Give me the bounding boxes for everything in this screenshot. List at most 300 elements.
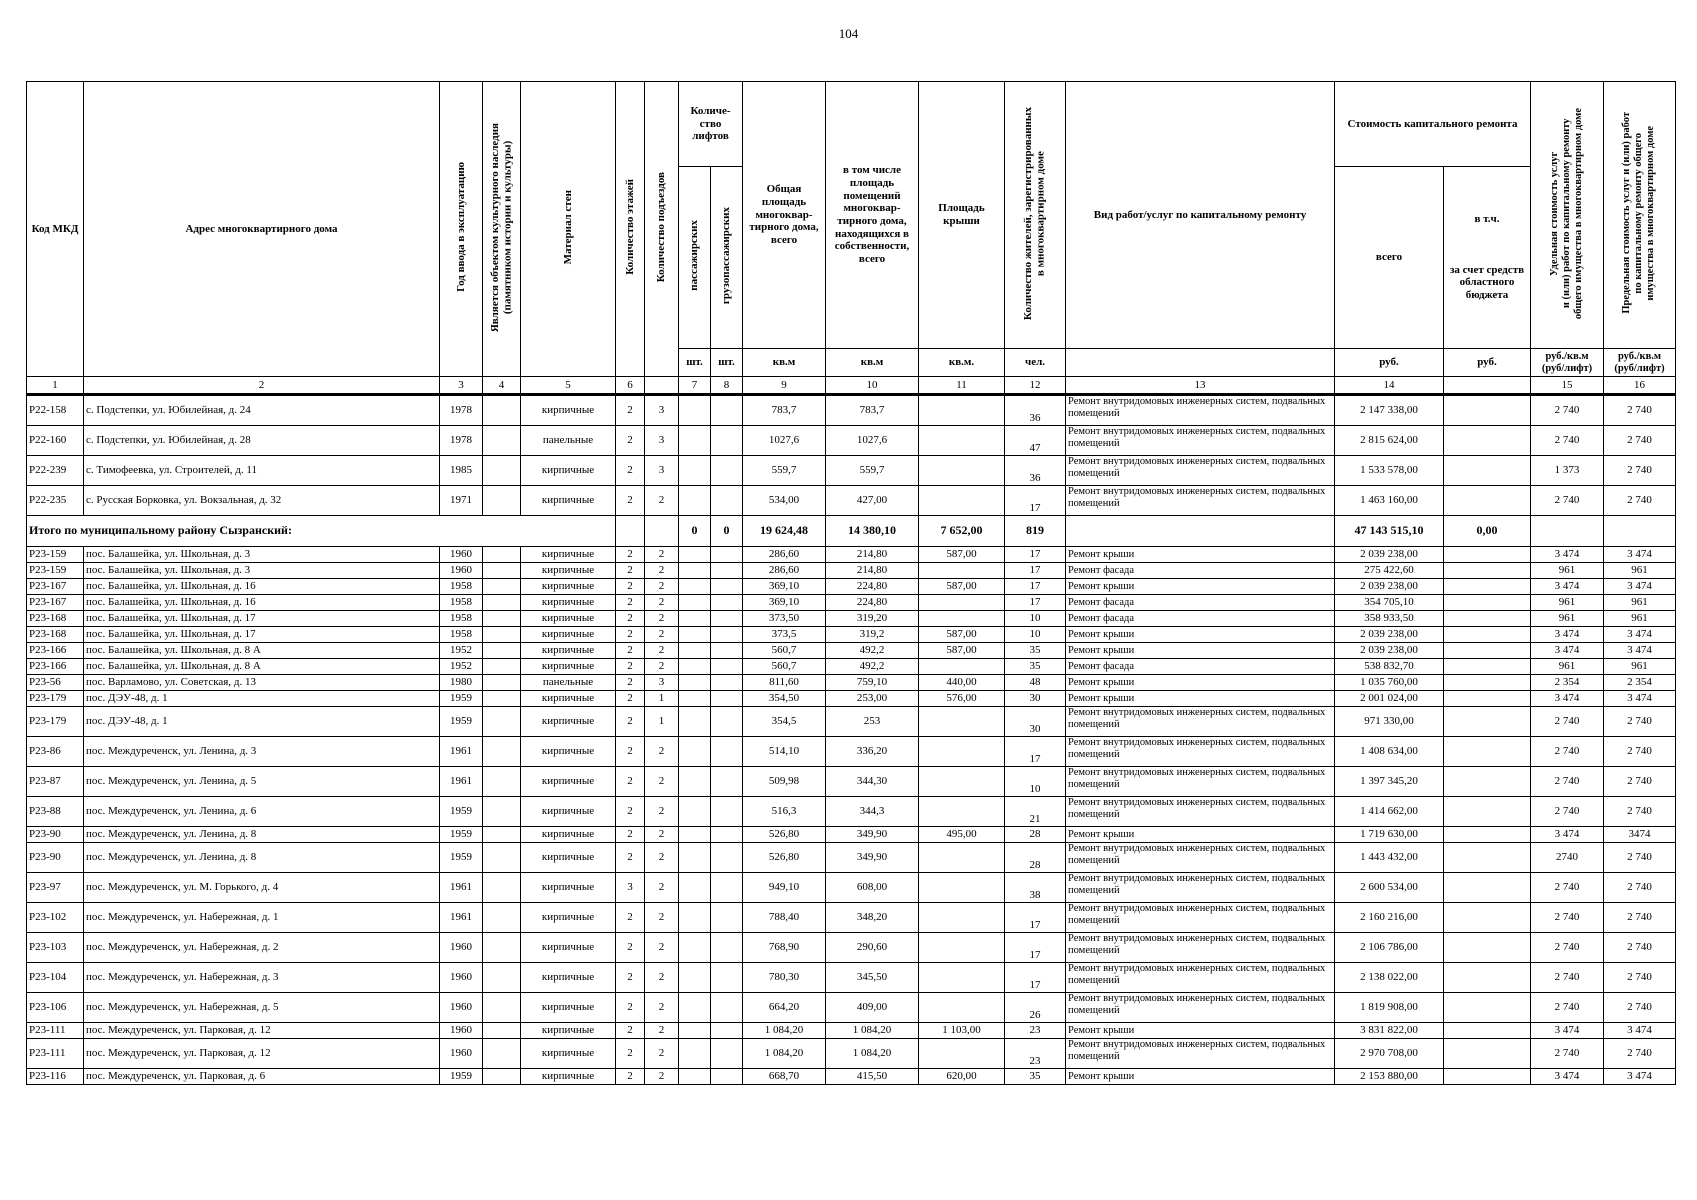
area-total-cell: 780,30 <box>743 963 826 993</box>
code-cell: Р23-104 <box>27 963 84 993</box>
lifts-passenger-cell <box>679 767 711 797</box>
entrances-cell: 2 <box>645 659 679 675</box>
address-cell: с. Подстепки, ул. Юбилейная, д. 24 <box>84 395 440 426</box>
roof-area-cell: 587,00 <box>919 547 1005 563</box>
limit-cost-cell: 2 740 <box>1604 903 1676 933</box>
unit-sqm: кв.м. <box>919 349 1005 377</box>
roof-area-cell <box>919 767 1005 797</box>
area-owned-cell: 224,80 <box>826 579 919 595</box>
total-cargo: 0 <box>711 516 743 547</box>
table-body <box>27 377 1676 1085</box>
year-cell: 1959 <box>440 707 483 737</box>
year-cell: 1959 <box>440 1069 483 1085</box>
year-cell: 1961 <box>440 767 483 797</box>
address-cell: пос. ДЭУ-48, д. 1 <box>84 707 440 737</box>
residents-cell: 30 <box>1005 707 1066 737</box>
floors-cell: 2 <box>616 767 645 797</box>
cost-total-cell: 2 600 534,00 <box>1335 873 1444 903</box>
table-row <box>27 737 1676 767</box>
work-type-cell: Ремонт внутридомовых инженерных систем, подвальных помещений <box>1066 873 1335 903</box>
cost-regional-cell <box>1444 659 1531 675</box>
unit-cost-cell: 2 740 <box>1531 933 1604 963</box>
area-total-cell: 949,10 <box>743 873 826 903</box>
lifts-passenger-cell <box>679 611 711 627</box>
material-cell: кирпичные <box>521 993 616 1023</box>
lifts-passenger-cell <box>679 797 711 827</box>
table-row <box>27 547 1676 563</box>
entrances-cell: 2 <box>645 843 679 873</box>
header-area-total: Общая площадь многоквар-тирного дома, всего <box>743 82 826 349</box>
material-cell: кирпичные <box>521 1023 616 1039</box>
floors-cell: 2 <box>616 426 645 456</box>
code-cell: Р23-97 <box>27 873 84 903</box>
table-row <box>27 675 1676 691</box>
lifts-cargo-cell <box>711 1023 743 1039</box>
cost-total-cell: 358 933,50 <box>1335 611 1444 627</box>
heritage-cell <box>483 691 521 707</box>
code-cell: Р23-111 <box>27 1023 84 1039</box>
area-total-cell: 354,50 <box>743 691 826 707</box>
floors-cell: 2 <box>616 611 645 627</box>
total-empty <box>1604 516 1676 547</box>
area-total-cell: 768,90 <box>743 933 826 963</box>
unit-pcs: шт. <box>711 349 743 377</box>
area-total-cell: 560,7 <box>743 643 826 659</box>
material-cell: кирпичные <box>521 563 616 579</box>
roof-area-cell <box>919 903 1005 933</box>
column-number: 1 <box>27 377 84 395</box>
table-row <box>27 563 1676 579</box>
area-total-cell: 286,60 <box>743 547 826 563</box>
address-cell: с. Подстепки, ул. Юбилейная, д. 28 <box>84 426 440 456</box>
cost-total-cell: 2 039 238,00 <box>1335 547 1444 563</box>
work-type-cell: Ремонт внутридомовых инженерных систем, подвальных помещений <box>1066 767 1335 797</box>
address-cell: пос. Балашейка, ул. Школьная, д. 8 А <box>84 659 440 675</box>
area-owned-cell: 253 <box>826 707 919 737</box>
area-total-cell: 526,80 <box>743 827 826 843</box>
column-number: 16 <box>1604 377 1676 395</box>
residents-cell: 35 <box>1005 1069 1066 1085</box>
lifts-cargo-cell <box>711 827 743 843</box>
cost-total-cell: 1 463 160,00 <box>1335 486 1444 516</box>
heritage-cell <box>483 611 521 627</box>
floors-cell: 3 <box>616 873 645 903</box>
cost-regional-cell <box>1444 395 1531 426</box>
residents-cell: 17 <box>1005 563 1066 579</box>
address-cell: пос. Варламово, ул. Советская, д. 13 <box>84 675 440 691</box>
heritage-cell <box>483 827 521 843</box>
lifts-cargo-cell <box>711 456 743 486</box>
year-cell: 1960 <box>440 563 483 579</box>
residents-cell: 17 <box>1005 486 1066 516</box>
area-total-cell: 788,40 <box>743 903 826 933</box>
roof-area-cell <box>919 456 1005 486</box>
address-cell: пос. Междуреченск, ул. Ленина, д. 8 <box>84 827 440 843</box>
floors-cell: 2 <box>616 563 645 579</box>
header-lifts-passenger: пассажирских <box>679 167 711 349</box>
cost-total-cell: 1 035 760,00 <box>1335 675 1444 691</box>
limit-cost-cell: 2 740 <box>1604 843 1676 873</box>
year-cell: 1960 <box>440 993 483 1023</box>
work-type-cell: Ремонт внутридомовых инженерных систем, подвальных помещений <box>1066 843 1335 873</box>
cost-total-cell: 1 533 578,00 <box>1335 456 1444 486</box>
material-cell: кирпичные <box>521 643 616 659</box>
column-number: 13 <box>1066 377 1335 395</box>
area-total-cell: 668,70 <box>743 1069 826 1085</box>
area-total-cell: 509,98 <box>743 767 826 797</box>
heritage-cell <box>483 737 521 767</box>
lifts-passenger-cell <box>679 1069 711 1085</box>
floors-cell: 2 <box>616 579 645 595</box>
heritage-cell <box>483 395 521 426</box>
code-cell: Р22-158 <box>27 395 84 426</box>
cost-regional-cell <box>1444 426 1531 456</box>
limit-cost-cell: 3474 <box>1604 827 1676 843</box>
material-cell: кирпичные <box>521 456 616 486</box>
column-number: 7 <box>679 377 711 395</box>
roof-area-cell <box>919 659 1005 675</box>
limit-cost-cell: 3 474 <box>1604 643 1676 659</box>
residents-cell: 21 <box>1005 797 1066 827</box>
area-total-cell: 514,10 <box>743 737 826 767</box>
area-total-cell: 369,10 <box>743 579 826 595</box>
area-total-cell: 354,5 <box>743 707 826 737</box>
material-cell: кирпичные <box>521 797 616 827</box>
cost-total-cell: 1 414 662,00 <box>1335 797 1444 827</box>
column-number: 8 <box>711 377 743 395</box>
entrances-cell: 2 <box>645 797 679 827</box>
roof-area-cell: 587,00 <box>919 627 1005 643</box>
code-cell: Р23-167 <box>27 579 84 595</box>
entrances-cell: 2 <box>645 767 679 797</box>
table-row <box>27 843 1676 873</box>
table-row <box>27 797 1676 827</box>
header-address: Адрес многоквартирного дома <box>84 82 440 377</box>
work-type-cell: Ремонт крыши <box>1066 1023 1335 1039</box>
total-empty <box>1066 516 1335 547</box>
year-cell: 1960 <box>440 963 483 993</box>
entrances-cell: 2 <box>645 547 679 563</box>
table-row <box>27 691 1676 707</box>
heritage-cell <box>483 595 521 611</box>
cost-regional-cell <box>1444 691 1531 707</box>
header-year: Год ввода в эксплуатацию <box>440 82 483 377</box>
area-owned-cell: 759,10 <box>826 675 919 691</box>
column-number: 5 <box>521 377 616 395</box>
area-total-cell: 534,00 <box>743 486 826 516</box>
lifts-passenger-cell <box>679 563 711 579</box>
total-cost: 47 143 515,10 <box>1335 516 1444 547</box>
work-type-cell: Ремонт крыши <box>1066 1069 1335 1085</box>
unit-cost-cell: 1 373 <box>1531 456 1604 486</box>
cost-total-cell: 354 705,10 <box>1335 595 1444 611</box>
limit-cost-cell: 2 740 <box>1604 486 1676 516</box>
code-cell: Р23-179 <box>27 707 84 737</box>
unit-cost-cell: 3 474 <box>1531 547 1604 563</box>
entrances-cell: 3 <box>645 426 679 456</box>
unit-people: чел. <box>1005 349 1066 377</box>
entrances-cell: 2 <box>645 611 679 627</box>
roof-area-cell <box>919 843 1005 873</box>
heritage-cell <box>483 767 521 797</box>
entrances-cell: 2 <box>645 579 679 595</box>
column-number: 14 <box>1335 377 1444 395</box>
roof-area-cell: 587,00 <box>919 643 1005 659</box>
unit-cost-cell: 2 740 <box>1531 426 1604 456</box>
address-cell: с. Русская Борковка, ул. Вокзальная, д. 32 <box>84 486 440 516</box>
cost-total-cell: 2 039 238,00 <box>1335 643 1444 659</box>
floors-cell: 2 <box>616 933 645 963</box>
entrances-cell: 3 <box>645 675 679 691</box>
work-type-cell: Ремонт крыши <box>1066 627 1335 643</box>
header-lifts: Количе-ство лифтов <box>679 82 743 167</box>
residents-cell: 10 <box>1005 627 1066 643</box>
residents-cell: 47 <box>1005 426 1066 456</box>
header-roof-area: Площадь крыши <box>919 82 1005 349</box>
lifts-cargo-cell <box>711 611 743 627</box>
area-total-cell: 1027,6 <box>743 426 826 456</box>
cost-regional-cell <box>1444 797 1531 827</box>
area-total-cell: 1 084,20 <box>743 1039 826 1069</box>
limit-cost-cell: 961 <box>1604 563 1676 579</box>
limit-cost-cell: 2 740 <box>1604 1039 1676 1069</box>
entrances-cell: 2 <box>645 963 679 993</box>
table-row <box>27 933 1676 963</box>
roof-area-cell <box>919 797 1005 827</box>
table-row <box>27 643 1676 659</box>
heritage-cell <box>483 563 521 579</box>
work-type-cell: Ремонт крыши <box>1066 675 1335 691</box>
floors-cell: 2 <box>616 827 645 843</box>
lifts-cargo-cell <box>711 563 743 579</box>
unit-cost-cell: 2 740 <box>1531 1039 1604 1069</box>
area-total-cell: 559,7 <box>743 456 826 486</box>
heritage-cell <box>483 456 521 486</box>
work-type-cell: Ремонт внутридомовых инженерных систем, подвальных помещений <box>1066 933 1335 963</box>
table-row <box>27 903 1676 933</box>
address-cell: пос. Междуреченск, ул. Ленина, д. 6 <box>84 797 440 827</box>
lifts-cargo-cell <box>711 767 743 797</box>
unit-cost-cell: 961 <box>1531 659 1604 675</box>
work-type-cell: Ремонт внутридомовых инженерных систем, подвальных помещений <box>1066 395 1335 426</box>
table-row <box>27 1069 1676 1085</box>
address-cell: пос. Междуреченск, ул. Набережная, д. 3 <box>84 963 440 993</box>
work-type-cell: Ремонт внутридомовых инженерных систем, подвальных помещений <box>1066 456 1335 486</box>
residents-cell: 35 <box>1005 659 1066 675</box>
heritage-cell <box>483 1069 521 1085</box>
area-total-cell: 286,60 <box>743 563 826 579</box>
table-row <box>27 595 1676 611</box>
residents-cell: 17 <box>1005 903 1066 933</box>
roof-area-cell: 1 103,00 <box>919 1023 1005 1039</box>
entrances-cell: 2 <box>645 933 679 963</box>
floors-cell: 2 <box>616 707 645 737</box>
cost-total-cell: 2 039 238,00 <box>1335 627 1444 643</box>
address-cell: пос. Междуреченск, ул. Парковая, д. 12 <box>84 1039 440 1069</box>
lifts-cargo-cell <box>711 873 743 903</box>
limit-cost-cell: 3 474 <box>1604 627 1676 643</box>
lifts-passenger-cell <box>679 827 711 843</box>
table-row <box>27 395 1676 426</box>
roof-area-cell <box>919 426 1005 456</box>
entrances-cell: 2 <box>645 737 679 767</box>
unit-sqm: кв.м <box>743 349 826 377</box>
header-floors: Количество этажей <box>616 82 645 377</box>
floors-cell: 2 <box>616 1069 645 1085</box>
cost-regional-cell <box>1444 933 1531 963</box>
roof-area-cell: 620,00 <box>919 1069 1005 1085</box>
header-residents: Количество жителей, зарегистрированных в многоквартирном доме <box>1005 82 1066 349</box>
unit-cost-cell: 2 740 <box>1531 873 1604 903</box>
year-cell: 1958 <box>440 627 483 643</box>
cost-total-cell: 1 819 908,00 <box>1335 993 1444 1023</box>
entrances-cell: 2 <box>645 993 679 1023</box>
cost-total-cell: 2 138 022,00 <box>1335 963 1444 993</box>
lifts-passenger-cell <box>679 426 711 456</box>
header-heritage: Является объектом культурного наследия (памятником истории и культуры) <box>483 82 521 377</box>
area-owned-cell: 1027,6 <box>826 426 919 456</box>
roof-area-cell <box>919 963 1005 993</box>
lifts-passenger-cell <box>679 627 711 643</box>
area-owned-cell: 224,80 <box>826 595 919 611</box>
address-cell: пос. Междуреченск, ул. Парковая, д. 12 <box>84 1023 440 1039</box>
residents-cell: 28 <box>1005 827 1066 843</box>
limit-cost-cell: 3 474 <box>1604 691 1676 707</box>
unit-cost-cell: 3 474 <box>1531 643 1604 659</box>
area-owned-cell: 214,80 <box>826 563 919 579</box>
area-owned-cell: 344,30 <box>826 767 919 797</box>
heritage-cell <box>483 797 521 827</box>
unit-cost-cell: 2 740 <box>1531 737 1604 767</box>
material-cell: кирпичные <box>521 579 616 595</box>
code-cell: Р23-166 <box>27 643 84 659</box>
lifts-cargo-cell <box>711 1069 743 1085</box>
material-cell: кирпичные <box>521 707 616 737</box>
floors-cell: 2 <box>616 903 645 933</box>
floors-cell: 2 <box>616 1039 645 1069</box>
work-type-cell: Ремонт фасада <box>1066 563 1335 579</box>
limit-cost-cell: 2 740 <box>1604 797 1676 827</box>
year-cell: 1960 <box>440 547 483 563</box>
page-number: 104 <box>838 26 859 41</box>
cost-total-cell: 1 408 634,00 <box>1335 737 1444 767</box>
entrances-cell: 1 <box>645 691 679 707</box>
material-cell: кирпичные <box>521 659 616 675</box>
total-pass: 0 <box>679 516 711 547</box>
heritage-cell <box>483 933 521 963</box>
address-cell: пос. Балашейка, ул. Школьная, д. 16 <box>84 595 440 611</box>
code-cell: Р22-235 <box>27 486 84 516</box>
unit-cost-cell: 3 474 <box>1531 827 1604 843</box>
heritage-cell <box>483 486 521 516</box>
heritage-cell <box>483 627 521 643</box>
cost-total-cell: 2 106 786,00 <box>1335 933 1444 963</box>
floors-cell: 2 <box>616 737 645 767</box>
unit-rub: руб. <box>1335 349 1444 377</box>
unit-cost-cell: 961 <box>1531 611 1604 627</box>
code-cell: Р23-88 <box>27 797 84 827</box>
material-cell: кирпичные <box>521 873 616 903</box>
entrances-cell: 2 <box>645 1023 679 1039</box>
table-row <box>27 1023 1676 1039</box>
residents-cell: 48 <box>1005 675 1066 691</box>
area-owned-cell: 319,20 <box>826 611 919 627</box>
residents-cell: 36 <box>1005 456 1066 486</box>
roof-area-cell <box>919 707 1005 737</box>
address-cell: пос. Балашейка, ул. Школьная, д. 16 <box>84 579 440 595</box>
code-cell: Р23-56 <box>27 675 84 691</box>
roof-area-cell <box>919 563 1005 579</box>
year-cell: 1958 <box>440 595 483 611</box>
limit-cost-cell: 2 740 <box>1604 767 1676 797</box>
total-regional: 0,00 <box>1444 516 1531 547</box>
residents-cell: 10 <box>1005 611 1066 627</box>
table-row <box>27 1039 1676 1069</box>
material-cell: кирпичные <box>521 843 616 873</box>
material-cell: кирпичные <box>521 486 616 516</box>
column-number: 4 <box>483 377 521 395</box>
year-cell: 1952 <box>440 643 483 659</box>
residents-cell: 17 <box>1005 963 1066 993</box>
entrances-cell: 2 <box>645 827 679 843</box>
floors-cell: 2 <box>616 595 645 611</box>
lifts-passenger-cell <box>679 675 711 691</box>
unit-rub: руб. <box>1444 349 1531 377</box>
code-cell: Р22-160 <box>27 426 84 456</box>
cost-regional-cell <box>1444 595 1531 611</box>
address-cell: пос. Балашейка, ул. Школьная, д. 8 А <box>84 643 440 659</box>
material-cell: кирпичные <box>521 963 616 993</box>
cost-regional-cell <box>1444 611 1531 627</box>
unit-rub-per-sqm: руб./кв.м (руб/лифт) <box>1531 349 1604 377</box>
table-row <box>27 627 1676 643</box>
limit-cost-cell: 2 354 <box>1604 675 1676 691</box>
area-owned-cell: 345,50 <box>826 963 919 993</box>
lifts-cargo-cell <box>711 627 743 643</box>
limit-cost-cell: 2 740 <box>1604 395 1676 426</box>
code-cell: Р23-168 <box>27 611 84 627</box>
roof-area-cell: 440,00 <box>919 675 1005 691</box>
lifts-cargo-cell <box>711 643 743 659</box>
year-cell: 1958 <box>440 611 483 627</box>
entrances-cell: 2 <box>645 563 679 579</box>
code-cell: Р23-159 <box>27 563 84 579</box>
total-owned: 14 380,10 <box>826 516 919 547</box>
lifts-cargo-cell <box>711 903 743 933</box>
work-type-cell: Ремонт внутридомовых инженерных систем, подвальных помещений <box>1066 486 1335 516</box>
lifts-cargo-cell <box>711 737 743 767</box>
work-type-cell: Ремонт внутридомовых инженерных систем, подвальных помещений <box>1066 903 1335 933</box>
capital-repair-table <box>26 81 1676 1085</box>
year-cell: 1959 <box>440 691 483 707</box>
address-cell: с. Тимофеевка, ул. Строителей, д. 11 <box>84 456 440 486</box>
material-cell: кирпичные <box>521 933 616 963</box>
header-area-owned: в том числе площадь помещений многоквар-тирного дома, находящихся в собственности, всего <box>826 82 919 349</box>
floors-cell: 2 <box>616 1023 645 1039</box>
heritage-cell <box>483 1039 521 1069</box>
lifts-passenger-cell <box>679 659 711 675</box>
residents-cell: 23 <box>1005 1039 1066 1069</box>
unit-cost-cell: 3 474 <box>1531 1069 1604 1085</box>
cost-regional-cell <box>1444 767 1531 797</box>
header-unit-cost: Удельная стоимость услуг и (или) работ по капитальному ремонту общего имущества в многоквартирном доме <box>1531 82 1604 349</box>
limit-cost-cell: 2 740 <box>1604 963 1676 993</box>
cost-total-cell: 1 443 432,00 <box>1335 843 1444 873</box>
cost-regional-cell <box>1444 1069 1531 1085</box>
area-owned-cell: 409,00 <box>826 993 919 1023</box>
material-cell: кирпичные <box>521 395 616 426</box>
material-cell: кирпичные <box>521 827 616 843</box>
